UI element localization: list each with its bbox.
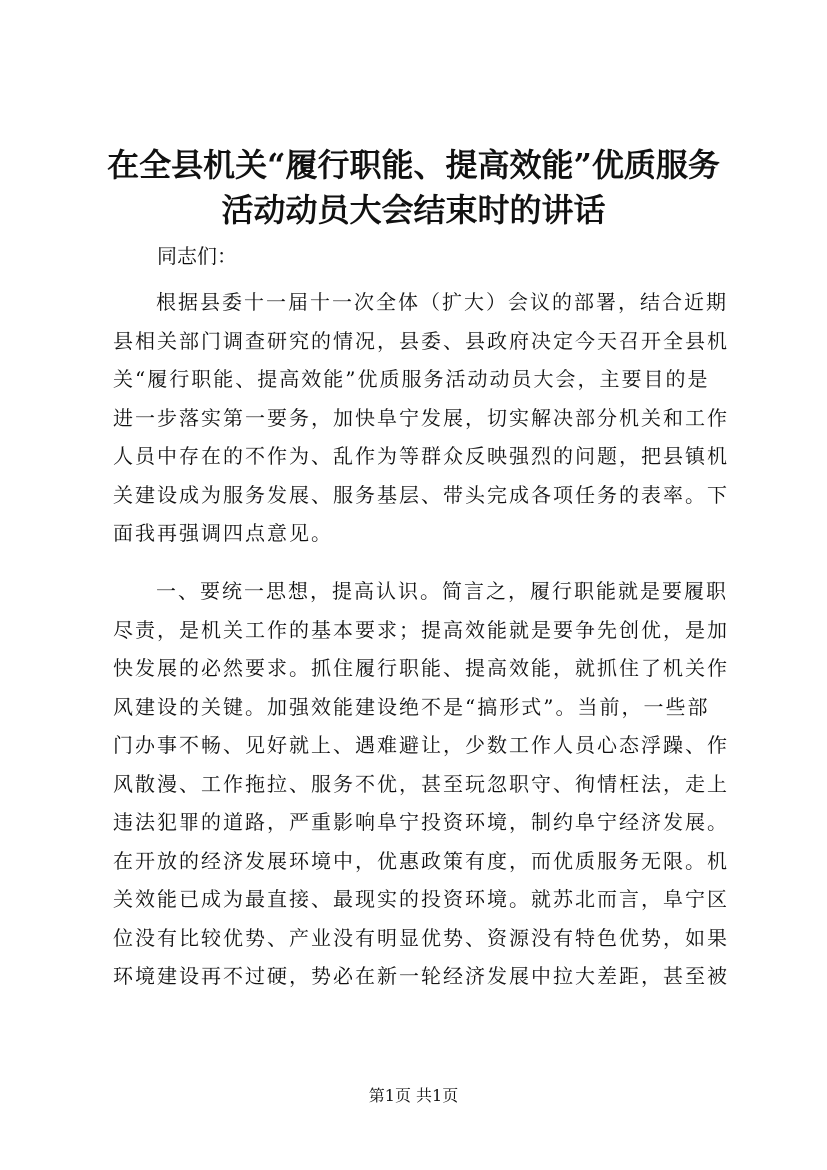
paragraph-line: 风建设的关键。加强效能建设绝不是“搞形式”。当前，一些部 xyxy=(113,694,710,719)
greeting-text: 同志们： xyxy=(157,244,237,268)
paragraph-line: 进一步落实第一要务，加快阜宁发展，切实解决部分机关和工作 xyxy=(113,405,729,430)
paragraph-line: 面我再强调四点意见。 xyxy=(113,521,333,545)
paragraph-line: 风散漫、工作拖拉、服务不优，甚至玩忽职守、徇情枉法，走上 xyxy=(113,771,729,796)
page-number-footer: 第1页 共1页 xyxy=(368,1086,459,1105)
title-line-1: 在全县机关“履行职能、提高效能”优质服务 xyxy=(107,146,720,184)
paragraph-2 xyxy=(113,572,734,996)
title-line-2: 活动动员大会结束时的讲话 xyxy=(221,191,606,229)
paragraph-line: 关建设成为服务发展、服务基层、带头完成各项任务的表率。下 xyxy=(113,482,729,507)
paragraph-line: 一、要统一思想，提高认识。简言之，履行职能就是要履职 xyxy=(156,579,728,603)
paragraph-line: 关“履行职能、提高效能”优质服务活动动员大会，主要目的是 xyxy=(113,367,710,391)
paragraph-line: 门办事不畅、见好就上、遇难避让，少数工作人员心态浮躁、作 xyxy=(113,733,729,757)
paragraph-line: 根据县委十一届十一次全体（扩大）会议的部署，结合近期 xyxy=(156,290,728,314)
paragraph-line: 尽责，是机关工作的基本要求；提高效能就是要争先创优，是加 xyxy=(113,617,729,642)
paragraph-line: 位没有比较优势、产业没有明显优势、资源没有特色优势，如果 xyxy=(113,925,729,950)
paragraph-line: 县相关部门调查研究的情况，县委、县政府决定今天召开全县机 xyxy=(113,328,729,353)
paragraph-line: 人员中存在的不作为、乱作为等群众反映强烈的问题，把县镇机 xyxy=(113,444,729,468)
paragraph-1 xyxy=(113,283,734,553)
paragraph-line: 在开放的经济发展环境中，优惠政策有度，而优质服务无限。机 xyxy=(113,848,729,873)
paragraph-line: 快发展的必然要求。抓住履行职能、提高效能，就抓住了机关作 xyxy=(113,656,729,680)
paragraph-line: 环境建设再不过硬，势必在新一轮经济发展中拉大差距，甚至被 xyxy=(113,964,729,988)
document-title xyxy=(90,143,737,233)
paragraph-line: 违法犯罪的道路，严重影响阜宁投资环境，制约阜宁经济发展。 xyxy=(113,810,729,834)
paragraph-line: 关效能已成为最直接、最现实的投资环境。就苏北而言，阜宁区 xyxy=(113,887,729,911)
